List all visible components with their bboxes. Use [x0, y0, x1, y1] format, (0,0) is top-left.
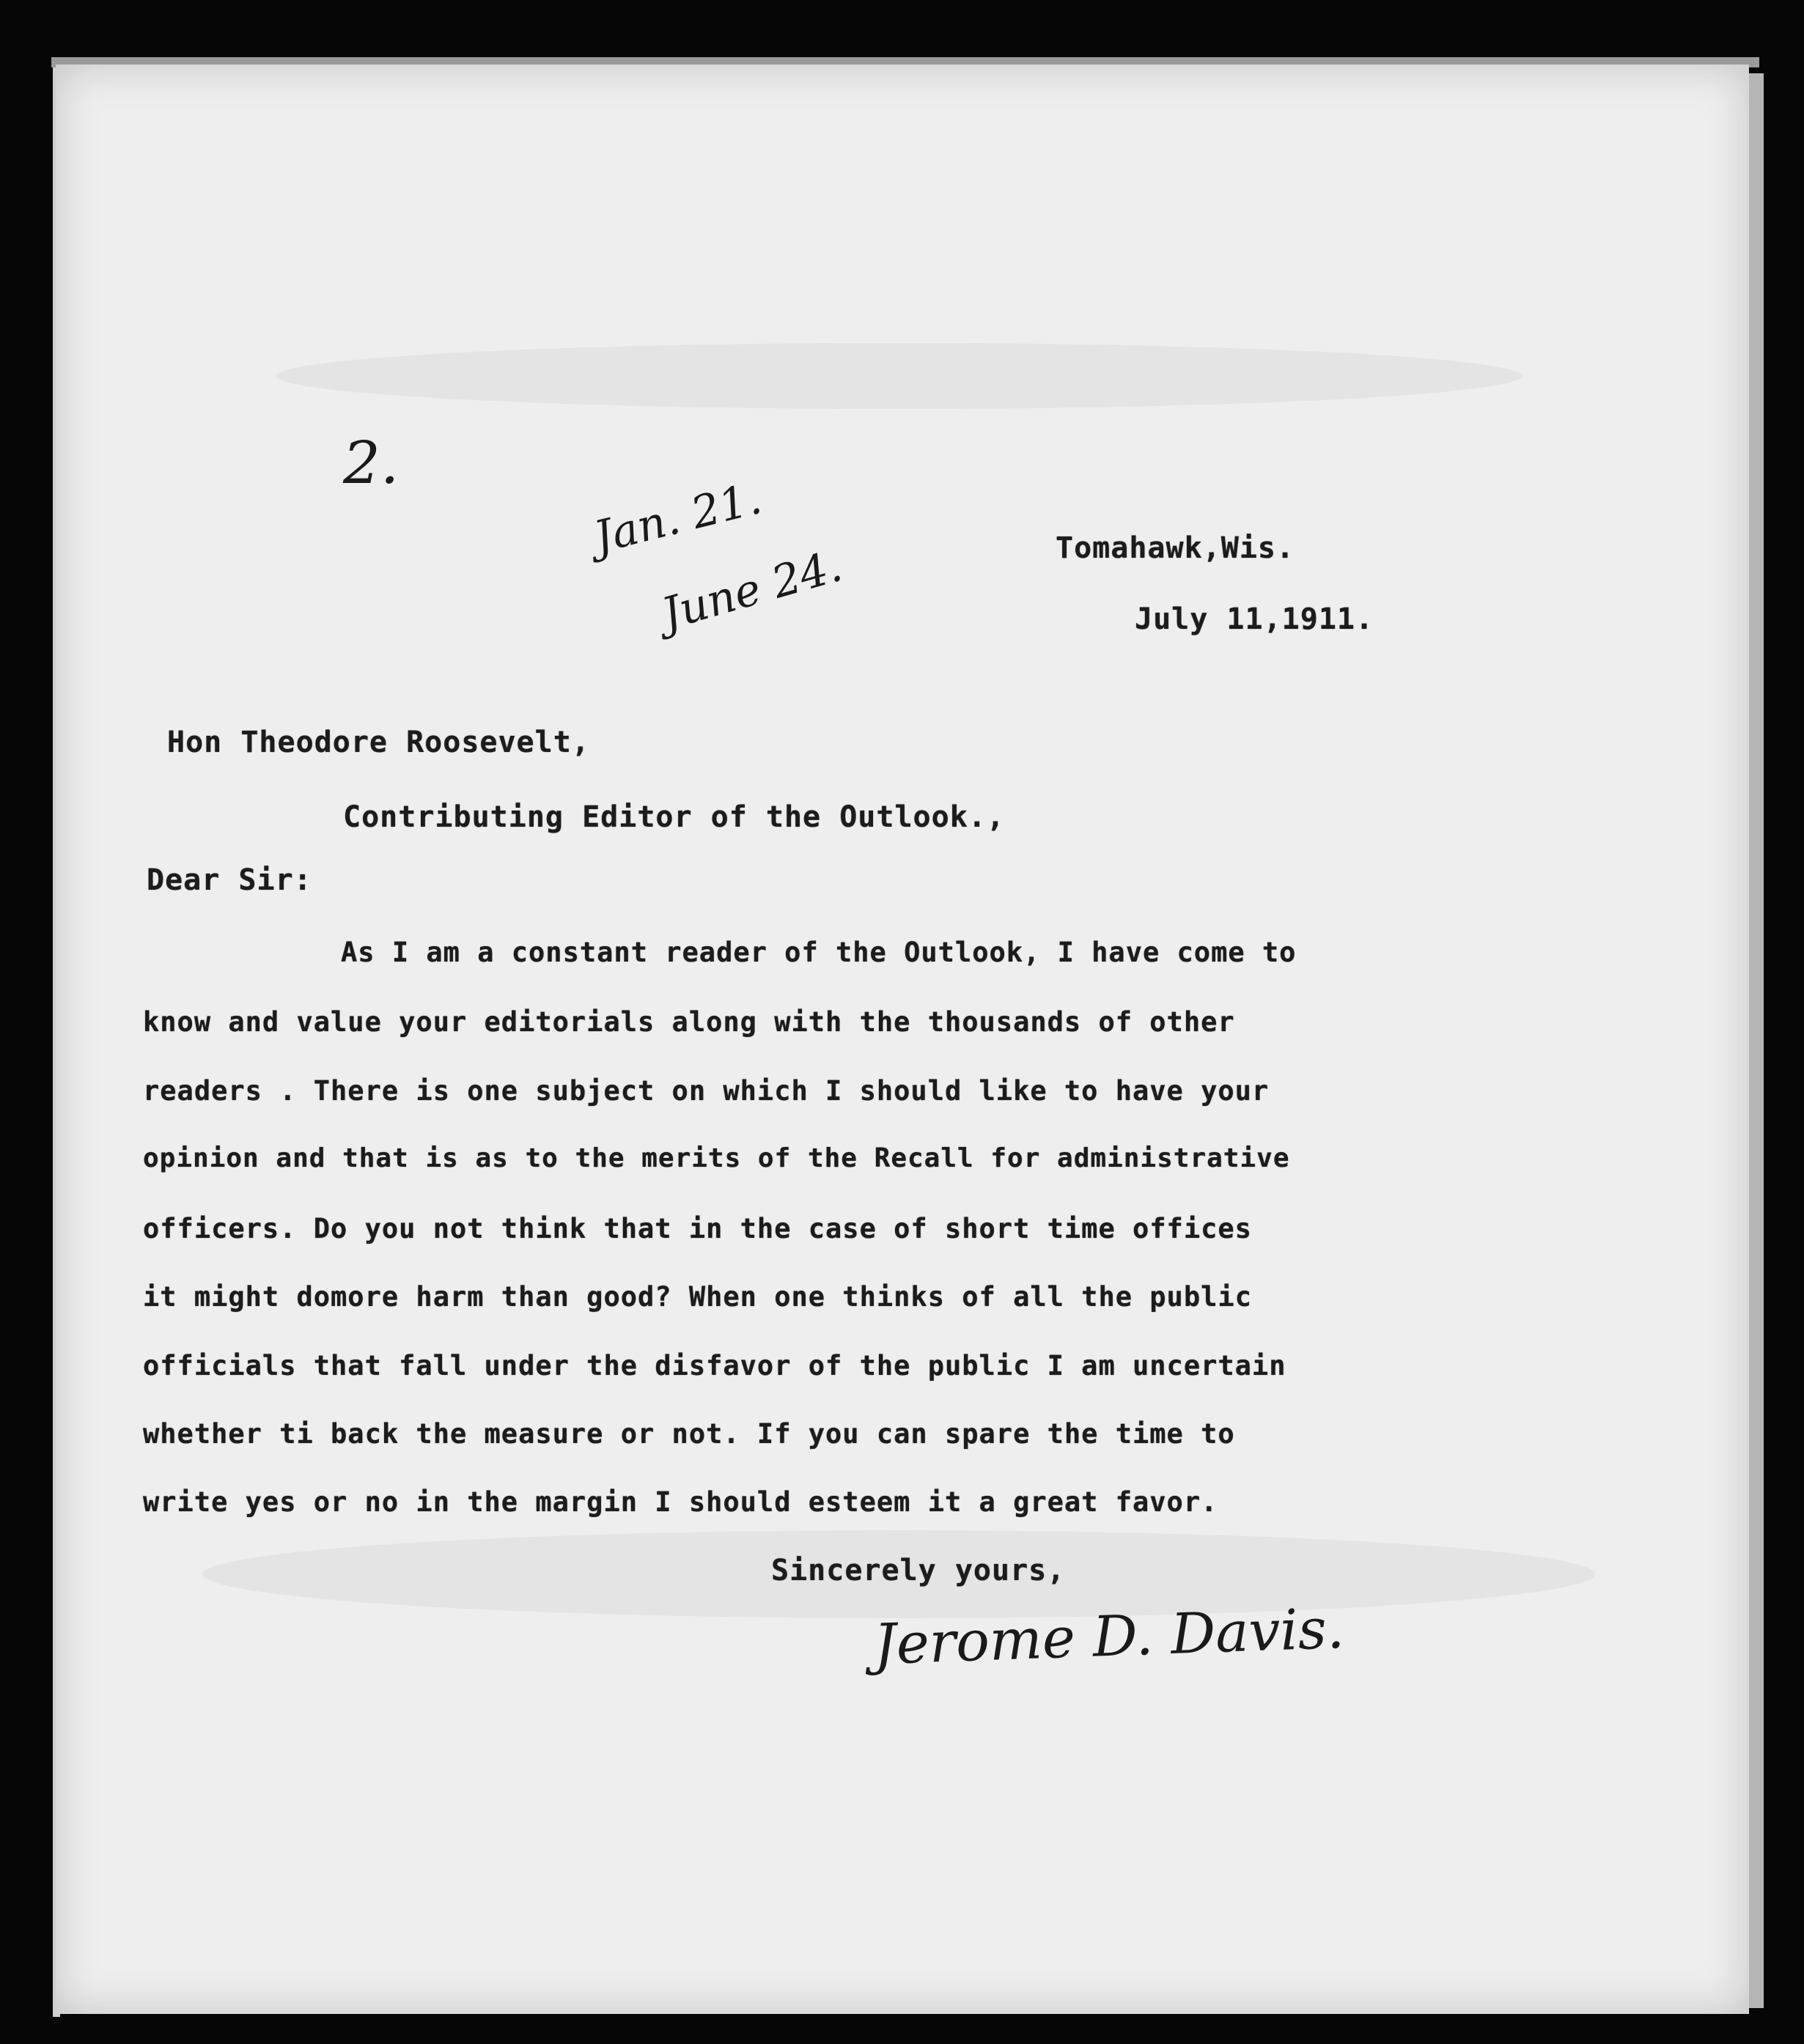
handwritten-page-number: 2. [343, 429, 400, 497]
signature: Jerome D. Davis. [872, 1595, 1346, 1678]
body-line: readers . There is one subject on which I should like to have your [143, 1075, 1270, 1107]
recipient-title: Contributing Editor of the Outlook., [343, 800, 1005, 834]
body-line: As I am a constant reader of the Outlook, I have come to [341, 937, 1297, 968]
body-line: write yes or no in the margin I should esteem it a great favor. [143, 1486, 1218, 1518]
body-line: opinion and that is as to the merits of the Recall for administrative [143, 1143, 1290, 1173]
body-line: know and value your editorials along with the thousands of other [143, 1006, 1235, 1038]
letter-page [56, 64, 1749, 2014]
handwritten-date-note: Jan. 21. [589, 472, 767, 564]
closing: Sincerely yours, [771, 1554, 1066, 1587]
paper-smudge [276, 343, 1522, 409]
sender-location: Tomahawk,Wis. [1056, 531, 1295, 565]
body-line: whether ti back the measure or not. If you can spare the time to [143, 1418, 1235, 1450]
handwritten-date-note: June 24. [656, 540, 848, 641]
salutation: Dear Sir: [147, 863, 312, 897]
body-line: officials that fall under the disfavor of the public I am uncertain [143, 1350, 1286, 1381]
page-edge-right [1749, 73, 1764, 2008]
letter-date: July 11,1911. [1135, 602, 1374, 636]
recipient-name: Hon Theodore Roosevelt, [167, 726, 590, 759]
body-line: officers. Do you not think that in the case of short time offices [143, 1213, 1252, 1244]
body-line: it might domore harm than good? When one thinks of all the public [143, 1281, 1252, 1313]
